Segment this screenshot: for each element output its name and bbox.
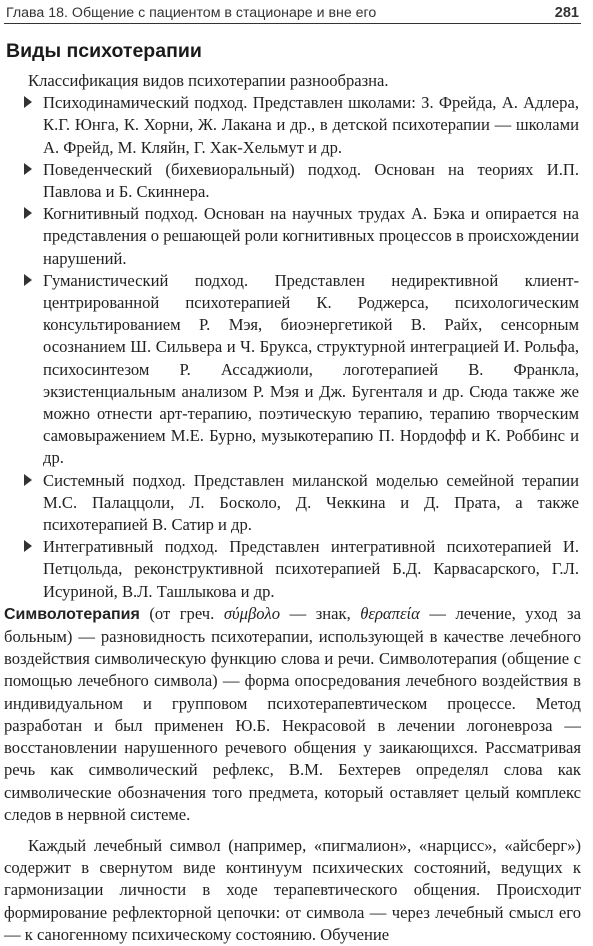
running-header [4, 0, 581, 24]
definition-text: (от греч. [139, 603, 224, 623]
list-item [4, 536, 581, 603]
bullet-arrow-icon [24, 207, 32, 219]
closing-paragraph: Каждый лечебный символ (например, «пигмалион», «нарцисс», «айсберг») содержит в свернутом виде континуум психических состояний, ведущих к гармонизации личности в ходе терапевтического общения. Происходит формирование рефлекторной цепочки: от символа — через лечебный смысл его — к саногенному психическому состоянию. Обучение [4, 835, 581, 944]
bullet-arrow-icon [24, 540, 32, 552]
definition-text: — знак, [280, 603, 361, 623]
list-item-text: Когнитивный подход. Основан на научных трудах А. Бэка и опирается на представления о решающей роли когнитивных процессов в происхождении нарушений. [43, 204, 579, 268]
bullet-arrow-icon [24, 96, 32, 108]
symbolotherapy-term: Символотерапия [4, 605, 140, 623]
greek-word-symbol: σύμβολο [223, 603, 281, 623]
list-item [4, 92, 581, 159]
list-item-text: Системный подход. Представлен миланской моделью семейной терапии М.С. Палаццоли, Л. Босколо, Д. Чеккина и Д. Прата, а также психотерапией В. Сатир и др. [43, 470, 579, 535]
list-item [4, 270, 581, 470]
greek-word-therapy: θεραπεία [360, 603, 420, 623]
list-item-text: Гуманистический подход. Представлен недирективной клиент-центрированной психотерапией К. Роджерса, психологическим консультированием Р. Мэя, биоэнергетикой В. Райх, сенсорным осознанием Ш. Сильвера и Ч. Брукса, структурной интеграцией И. Рольфа, психосинтезом Р. Ассаджиоли, логотерапией В. Франкла, экзистенциальным анализом Р. Мэя и Дж. Бугенталя и др. Сюда также же можно отнести арт-терапию, поэтическую терапию, терапию творческим самовыражением М.Е. Бурно, музыкотерапию П. Нордофф и К. Роббинс и др. [43, 270, 579, 468]
list-item-text: Психодинамический подход. Представлен школами: З. Фрейда, А. Адлера, К.Г. Юнга, К. Хорни, Ж. Лакана и др., в детской психотерапии — школами А. Фрейд, М. Кляйн, Г. Хак-Хельмут и др. [43, 93, 579, 157]
bullet-arrow-icon [24, 163, 32, 175]
approaches-list [4, 92, 581, 603]
list-item-text: Интегративный подход. Представлен интегративной психотерапией И. Петцольда, реконструктивной психотерапией Б.Д. Карвасарского, Г.Л. Исуриной, В.Л. Ташлыкова и др. [43, 537, 579, 601]
list-item [4, 159, 581, 203]
page-number: 281 [554, 5, 579, 21]
section-title: Виды психотерапии [6, 40, 202, 62]
list-item-text: Поведенческий (бихевиоральный) подход. Основан на теориях И.П. Павлова и Б. Скиннера. [43, 159, 579, 202]
symbolotherapy-paragraph [4, 603, 581, 826]
paragraph-gap [4, 826, 581, 835]
definition-text: — лечение, уход за больным) — разновидность психотерапии, использующей в качестве лечебного воздействия символическую функцию слова и речи. Символотерапия (общение с помощью лечебного символа) — форма опосредования лечебного воздействия в индивидуальном и групповом психотерапевтическом процессе. Метод разработан и был применен Ю.Б. Некрасовой в лечении логоневроза — восстановлении нарушенного речевого общения у заикающихся. Рассматривая речь как символический рефлекс, В.М. Бехтерев определял слова как символические обозначения того предмета, который оставляет целый комплекс следов в нервной системе. [4, 603, 581, 824]
bullet-arrow-icon [24, 474, 32, 486]
list-item [4, 470, 581, 537]
bullet-arrow-icon [24, 274, 32, 286]
chapter-title: Глава 18. Общение с пациентом в стационаре и вне его [6, 5, 377, 21]
intro-paragraph: Классификация видов психотерапии разнообразна. [28, 71, 389, 90]
list-item [4, 203, 581, 270]
